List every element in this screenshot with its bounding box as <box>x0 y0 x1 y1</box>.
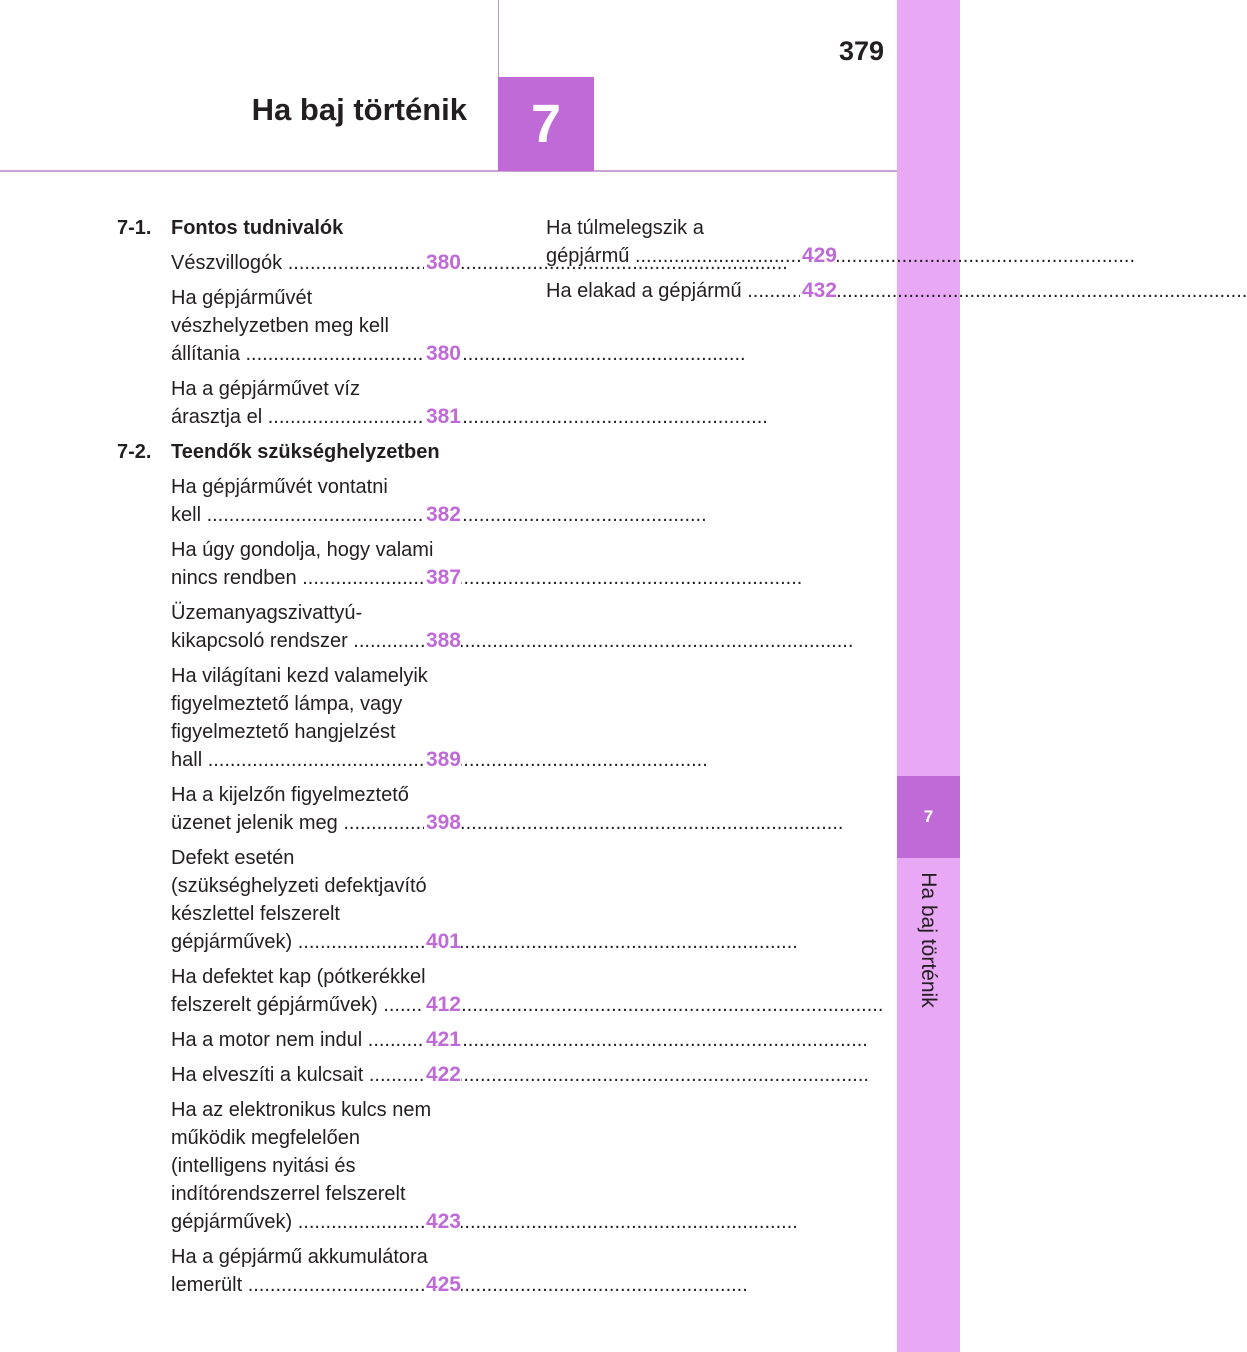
toc-entry[interactable] <box>171 1061 461 1089</box>
toc-entry[interactable] <box>171 375 461 431</box>
toc-entry[interactable] <box>171 473 461 529</box>
toc-entry[interactable] <box>171 536 461 592</box>
toc-entry[interactable] <box>171 1096 461 1236</box>
toc-page-link[interactable]: 432 <box>800 277 837 305</box>
toc-page-link[interactable]: 401 <box>424 928 461 956</box>
toc-section-heading <box>117 438 461 466</box>
toc-entry-text: állítania ..... <box>184 340 461 368</box>
chapter-number: 7 <box>530 94 562 154</box>
toc-entry-text: gépjármű ..... <box>559 242 837 270</box>
toc-entry[interactable] <box>171 781 461 837</box>
toc-page-link[interactable]: 382 <box>424 501 461 529</box>
toc-column-right <box>546 214 837 312</box>
toc-entry-text: vészhelyzetben meg kell <box>171 315 389 337</box>
chapter-sidebar <box>897 0 960 1352</box>
toc-page-link[interactable]: 388 <box>424 627 461 655</box>
toc-section-number: 7-1. <box>117 217 152 239</box>
toc-entry-text: figyelmeztető hangjelzést <box>171 721 396 743</box>
toc-entry-text: lemerült ..... <box>184 1271 461 1299</box>
toc-entry-text: Ha a kijelzőn figyelmeztető <box>171 784 409 806</box>
toc-page-link[interactable]: 380 <box>424 249 461 277</box>
toc-entry[interactable] <box>171 662 461 774</box>
toc-entry-text: árasztja el ..... <box>184 403 461 431</box>
header-divider-horizontal <box>0 170 897 172</box>
toc-entry-text: Ha a gépjárművet víz <box>171 378 360 400</box>
toc-page-link[interactable]: 422 <box>424 1061 461 1089</box>
toc-entry[interactable] <box>171 963 461 1019</box>
toc-entry-text: nincs rendben ..... <box>184 564 461 592</box>
chapter-number-box <box>498 77 594 171</box>
toc-entry-text: Üzemanyagszivattyú- <box>171 602 363 624</box>
sidebar-tab-number: 7 <box>923 807 934 826</box>
toc-section-heading <box>117 214 461 242</box>
toc-entry-text: (szükséghelyzeti defektjavító <box>171 875 427 897</box>
toc-entry-text: készlettel felszerelt <box>171 903 340 925</box>
toc-page-link[interactable]: 387 <box>424 564 461 592</box>
toc-entry-text: Ha gépjárművét vontatni <box>171 476 388 498</box>
page-number: 379 <box>838 36 884 66</box>
toc-entry[interactable] <box>171 1026 461 1054</box>
toc-section-title: Teendők szükséghelyzetben <box>171 441 440 463</box>
toc-entry-text: indítórendszerrel felszerelt <box>171 1183 406 1205</box>
toc-entry-text: Ha defektet kap (pótkerékkel <box>171 966 426 988</box>
toc-page-link[interactable]: 412 <box>424 991 461 1019</box>
toc-entry-text: figyelmeztető lámpa, vagy <box>171 693 403 715</box>
toc-page-link[interactable]: 421 <box>424 1026 461 1054</box>
toc-entry-text: Defekt esetén <box>171 847 295 869</box>
toc-entry[interactable] <box>171 1243 461 1299</box>
header-divider-vertical <box>498 0 499 77</box>
toc-page-link[interactable]: 381 <box>424 403 461 431</box>
toc-entry[interactable] <box>546 214 837 270</box>
toc-entry-text: Ha túlmelegszik a <box>546 217 704 239</box>
toc-entry-text: Ha a motor nem indul ..... <box>184 1026 461 1054</box>
toc-entry[interactable] <box>171 844 461 956</box>
toc-page-link[interactable]: 389 <box>424 746 461 774</box>
toc-entry-text: működik megfelelően <box>171 1127 360 1149</box>
toc-entry-text: Vészvillogók ..... <box>184 249 461 277</box>
toc-entry[interactable] <box>171 599 461 655</box>
sidebar-chapter-label: Ha baj történik <box>917 872 940 1008</box>
toc-entry-text: Ha gépjárművét <box>171 287 313 309</box>
toc-page-link[interactable]: 423 <box>424 1208 461 1236</box>
toc-entry-text: Ha elveszíti a kulcsait ..... <box>184 1061 461 1089</box>
toc-section-number: 7-2. <box>117 441 152 463</box>
toc-entry-text: kikapcsoló rendszer ..... <box>184 627 461 655</box>
toc-entry-text: gépjárművek) ..... <box>184 1208 461 1236</box>
toc-entry-text: Ha világítani kezd valamelyik <box>171 665 428 687</box>
toc-entry-text: Ha a gépjármű akkumulátora <box>171 1246 428 1268</box>
toc-entry[interactable] <box>171 284 461 368</box>
page-title: Ha baj történik <box>251 92 467 127</box>
toc-page-link[interactable]: 429 <box>800 242 837 270</box>
toc-entry-text: Ha az elektronikus kulcs nem <box>171 1099 432 1121</box>
toc-entry-text: hall ..... <box>184 746 461 774</box>
toc-entry[interactable] <box>171 249 461 277</box>
toc-page-link[interactable]: 425 <box>424 1271 461 1299</box>
toc-entry[interactable] <box>546 277 837 305</box>
toc-column-left <box>117 214 461 1306</box>
toc-page-link[interactable]: 398 <box>424 809 461 837</box>
toc-entry-text: felszerelt gépjárművek) ..... <box>184 991 461 1019</box>
toc-entry-text: Ha elakad a gépjármű ..... <box>559 277 837 305</box>
toc-entry-text: gépjárművek) ..... <box>184 928 461 956</box>
toc-entry-text: (intelligens nyitási és <box>171 1155 356 1177</box>
toc-entry-text: Ha úgy gondolja, hogy valami <box>171 539 434 561</box>
toc-entry-text: üzenet jelenik meg ..... <box>184 809 461 837</box>
sidebar-chapter-tab[interactable] <box>897 776 960 858</box>
toc-entry-text: kell ..... <box>184 501 461 529</box>
toc-page-link[interactable]: 380 <box>424 340 461 368</box>
toc-section-title: Fontos tudnivalók <box>171 217 344 239</box>
